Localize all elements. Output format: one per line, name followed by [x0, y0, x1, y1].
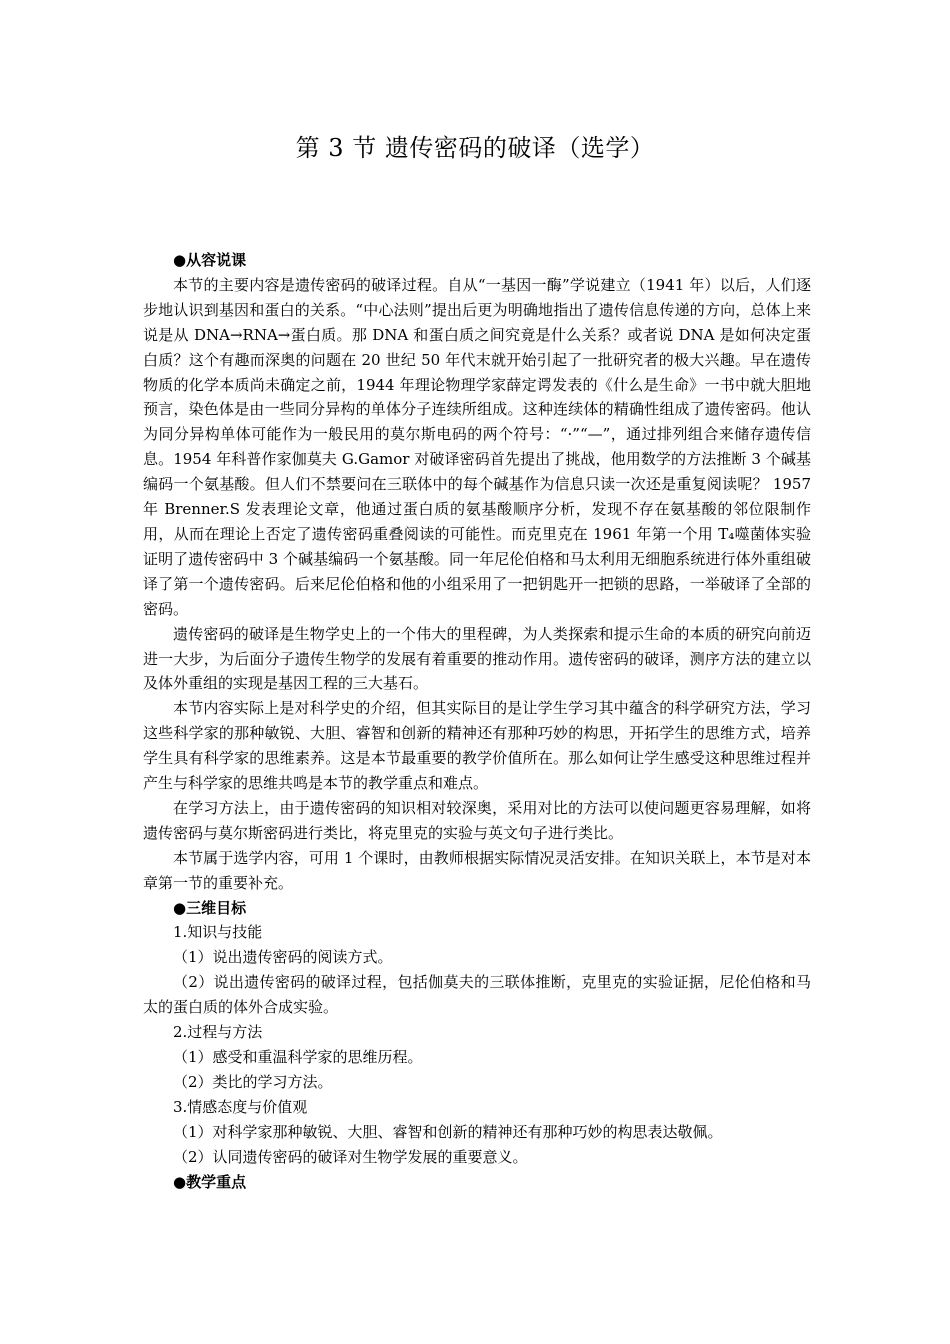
- goal-knowledge-skills: 1.知识与技能: [173, 923, 263, 942]
- paragraph-teaching-value: 本节内容实际上是对科学史的介绍，但其实际目的是让学生学习其中蕴含的科学研究方法，学习这些科学家的那种敏锐、大胆、睿智和创新的精神还有那种巧妙的构思，开拓学生的思维方式，培养学生具有科学家的思维素养。这是本节最重要的教学价值所在。那么如何让学生感受这种思维过程并产生与科学家的思维共鸣是本节的教学重点和难点。: [143, 699, 811, 793]
- goal-item: （1）说出遗传密码的阅读方式。: [173, 948, 393, 967]
- goal-attitudes-values: 3.情感态度与价值观: [173, 1097, 308, 1116]
- paragraph-intro: 本节的主要内容是遗传密码的破译过程。自从“一基因一酶”学说建立（1941 年）以后，人们逐步地认识到基因和蛋白的关系。“中心法则”提出后更为明确地指出了遗传信息传递的方向，总体上来说是从 DNA→RNA→蛋白质。那 DNA 和蛋白质之间究竟是什么关系？或者说 DNA 是如何决定蛋白质？这个有趣而深奥的问题在 20 世纪 50 年代末就开始引起了一批研究者的极大兴趣。早在遗传物质的化学本质尚未确定之前，1944 年理论物理学家薛定谔发表的《什么是生命》一书中就大胆地预言，染色体是由一些同分异构的单体分子连续所组成。这种连续体的精确性组成了遗传密码。他认为同分异构单体可能作为一般民用的莫尔斯电码的两个符号：“·”“—”，通过排列组合来储存遗传信息。1954 年科普作家伽莫夫 G.Gamor 对破译密码首先提出了挑战，他用数学的方法推断 3 个碱基编码一个氨基酸。但人们不禁要问在三联体中的每个碱基作为信息只读一次还是重复阅读呢？ 1957 年 Brenner.S 发表理论文章，他通过蛋白质的氨基酸顺序分析，发现不存在氨基酸的邻位限制作用，从而在理论上否定了遗传密码重叠阅读的可能性。而克里克在 1961 年第一个用 T₄噬菌体实验证明了遗传密码中 3 个碱基编码一个氨基酸。同一年尼伦伯格和马太利用无细胞系统进行体外重组破译了第一个遗传密码。后来尼伦伯格和他的小组采用了一把钥匙开一把锁的思路，一举破译了全部的密码。: [143, 275, 811, 618]
- section-heading-teaching-notes: ●从容说课: [173, 251, 247, 269]
- goal-item: （2）说出遗传密码的破译过程，包括伽莫夫的三联体推断，克里克的实验证据，尼伦伯格和马太的蛋白质的体外合成实验。: [143, 973, 811, 1017]
- paragraph-schedule: 本节属于选学内容，可用 1 个课时，由教师根据实际情况灵活安排。在知识关联上，本节是对本章第一节的重要补充。: [143, 848, 811, 892]
- paragraph-significance: 遗传密码的破译是生物学史上的一个伟大的里程碑，为人类探索和提示生命的本质的研究向前迈进一大步，为后面分子遗传生物学的发展有着重要的推动作用。遗传密码的破译，测序方法的建立以及体外重组的实现是基因工程的三大基石。: [143, 624, 811, 693]
- goal-item: （1）对科学家那种敏锐、大胆、睿智和创新的精神还有那种巧妙的构思表达敬佩。: [173, 1122, 723, 1141]
- goal-item: （2）认同遗传密码的破译对生物学发展的重要意义。: [173, 1147, 528, 1166]
- document-body: [143, 248, 811, 1194]
- goal-item: （1）感受和重温科学家的思维历程。: [173, 1048, 423, 1066]
- goal-item: （2）类比的学习方法。: [173, 1072, 333, 1091]
- page-title: 第 3 节 遗传密码的破译（选学）: [295, 134, 655, 162]
- section-heading-key-points: ●教学重点: [173, 1172, 247, 1191]
- paragraph-method: 在学习方法上，由于遗传密码的知识相对较深奥，采用对比的方法可以使问题更容易理解，如将遗传密码与莫尔斯密码进行类比，将克里克的实验与英文句子进行类比。: [143, 798, 811, 842]
- goal-process-methods: 2.过程与方法: [173, 1023, 263, 1042]
- section-heading-objectives: ●三维目标: [173, 898, 247, 917]
